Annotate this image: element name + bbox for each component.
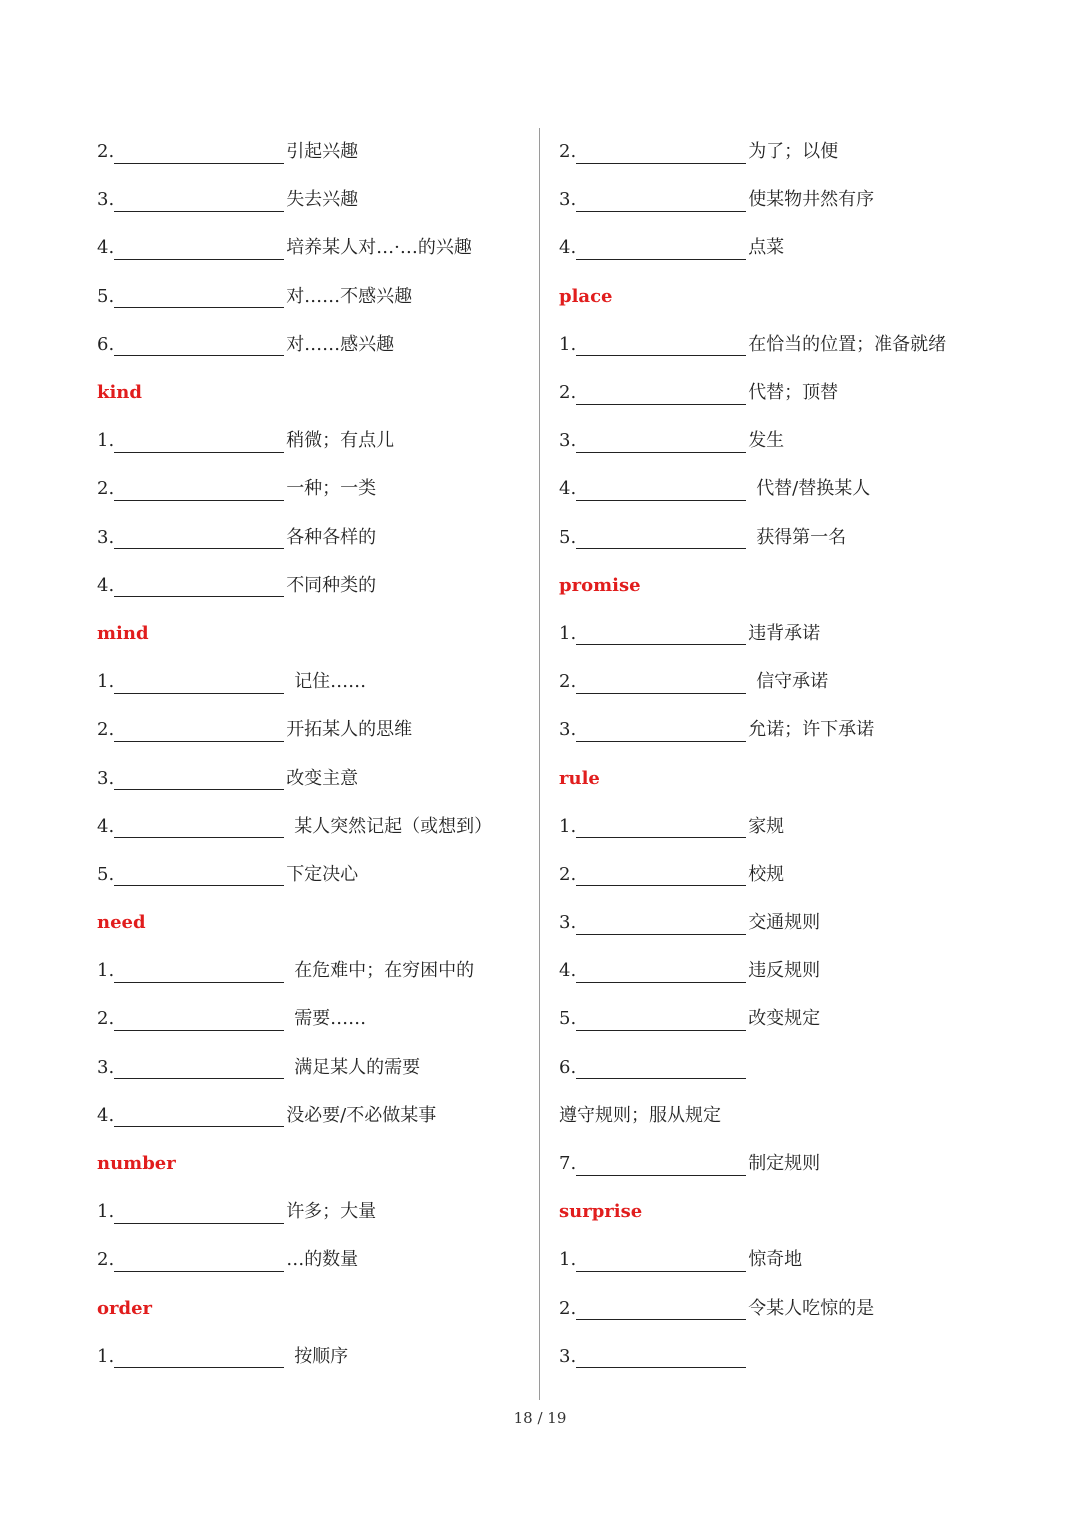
- item-number: 1.: [97, 1345, 115, 1367]
- exercise-item: [559, 1140, 999, 1188]
- exercise-item: [97, 754, 527, 802]
- item-meaning: 允诺；许下承诺: [748, 719, 875, 741]
- answer-blank[interactable]: [576, 530, 746, 549]
- answer-blank[interactable]: [114, 1253, 284, 1272]
- item-meaning: 培养某人对…·…的兴趣: [286, 237, 472, 259]
- item-meaning: 引起兴趣: [286, 141, 359, 163]
- item-number: 1.: [559, 815, 577, 837]
- exercise-item: [559, 947, 999, 995]
- item-number: 4.: [97, 237, 115, 259]
- exercise-item: [559, 1236, 999, 1284]
- section-heading-label: mind: [97, 622, 149, 644]
- item-number: 3.: [559, 719, 577, 741]
- exercise-item: [97, 1236, 527, 1284]
- item-meaning: 许多；大量: [286, 1201, 377, 1223]
- item-meaning: 开拓某人的思维: [286, 719, 413, 741]
- exercise-item: [97, 1333, 527, 1381]
- exercise-item: [97, 224, 527, 272]
- answer-blank[interactable]: [114, 289, 284, 308]
- section-heading: [559, 1188, 999, 1236]
- exercise-item: [97, 273, 527, 321]
- item-meaning: 不同种类的: [286, 574, 377, 596]
- item-meaning: 某人突然记起（或想到）: [294, 815, 493, 837]
- item-number: 5.: [559, 1008, 577, 1030]
- answer-blank[interactable]: [576, 482, 746, 501]
- text-line-label: 遵守规则；服从规定: [559, 1104, 721, 1126]
- item-meaning: 交通规则: [748, 912, 821, 934]
- item-meaning: 令某人吃惊的是: [748, 1297, 875, 1319]
- column-divider: [539, 128, 540, 1400]
- item-meaning: 对……感兴趣: [286, 333, 395, 355]
- section-heading-label: need: [97, 912, 146, 934]
- exercise-item: [97, 947, 527, 995]
- exercise-item: [559, 1285, 999, 1333]
- item-meaning: 为了；以便: [748, 141, 839, 163]
- item-number: 5.: [97, 863, 115, 885]
- item-meaning: 制定规则: [748, 1153, 821, 1175]
- exercise-item: [97, 514, 527, 562]
- section-heading: [559, 754, 999, 802]
- section-heading: [97, 1140, 527, 1188]
- item-number: 4.: [97, 1104, 115, 1126]
- item-meaning: 稍微；有点儿: [286, 430, 395, 452]
- item-number: 4.: [559, 960, 577, 982]
- item-meaning: 下定决心: [286, 863, 359, 885]
- text-line: [559, 1092, 999, 1140]
- item-number: 3.: [97, 189, 115, 211]
- item-number: 4.: [559, 237, 577, 259]
- item-meaning: 记住……: [294, 671, 367, 693]
- answer-blank[interactable]: [114, 337, 284, 356]
- item-meaning: 在恰当的位置；准备就绪: [748, 333, 947, 355]
- item-meaning: 满足某人的需要: [294, 1056, 421, 1078]
- page-number: 18 / 19: [513, 1409, 567, 1427]
- section-heading: [97, 610, 527, 658]
- exercise-item: [559, 851, 999, 899]
- item-meaning: 违背承诺: [748, 622, 821, 644]
- exercise-item: [559, 899, 999, 947]
- section-heading-label: place: [559, 285, 613, 307]
- item-number: 5.: [97, 285, 115, 307]
- section-heading-label: number: [97, 1153, 176, 1175]
- exercise-item: [559, 128, 999, 176]
- answer-blank[interactable]: [114, 675, 284, 694]
- item-number: 6.: [559, 1056, 577, 1078]
- exercise-item: [97, 321, 527, 369]
- item-meaning: 惊奇地: [748, 1249, 803, 1271]
- exercise-item: [559, 658, 999, 706]
- item-number: 2.: [97, 1249, 115, 1271]
- item-number: 1.: [559, 333, 577, 355]
- answer-blank[interactable]: [576, 1253, 746, 1272]
- section-heading-label: kind: [97, 382, 142, 404]
- exercise-item: [559, 514, 999, 562]
- answer-blank[interactable]: [576, 1349, 746, 1368]
- item-number: 2.: [97, 478, 115, 500]
- answer-blank[interactable]: [114, 1205, 284, 1224]
- exercise-item: [559, 1044, 999, 1092]
- answer-blank[interactable]: [114, 578, 284, 597]
- answer-blank[interactable]: [114, 1012, 284, 1031]
- item-number: 2.: [97, 141, 115, 163]
- answer-blank[interactable]: [114, 771, 284, 790]
- item-meaning: 一种；一类: [286, 478, 377, 500]
- answer-blank[interactable]: [114, 819, 284, 838]
- item-number: 2.: [559, 1297, 577, 1319]
- item-number: 3.: [559, 912, 577, 934]
- exercise-item: [97, 1092, 527, 1140]
- item-meaning: 失去兴趣: [286, 189, 359, 211]
- section-heading-label: rule: [559, 767, 600, 789]
- answer-blank[interactable]: [576, 386, 746, 405]
- answer-blank[interactable]: [576, 1157, 746, 1176]
- answer-blank[interactable]: [576, 1301, 746, 1320]
- exercise-item: [97, 562, 527, 610]
- item-number: 3.: [97, 526, 115, 548]
- section-heading-label: order: [97, 1297, 153, 1319]
- exercise-item: [97, 1188, 527, 1236]
- answer-blank[interactable]: [576, 867, 746, 886]
- item-meaning: 发生: [748, 430, 785, 452]
- answer-blank[interactable]: [576, 1012, 746, 1031]
- exercise-item: [97, 706, 527, 754]
- exercise-item: [559, 465, 999, 513]
- item-number: 2.: [559, 141, 577, 163]
- item-number: 4.: [559, 478, 577, 500]
- answer-blank[interactable]: [576, 1060, 746, 1079]
- answer-blank[interactable]: [114, 867, 284, 886]
- item-number: 7.: [559, 1153, 577, 1175]
- item-number: 1.: [97, 960, 115, 982]
- exercise-item: [559, 369, 999, 417]
- item-meaning: 按顺序: [294, 1345, 349, 1367]
- item-meaning: 没必要/不必做某事: [286, 1104, 437, 1126]
- answer-blank[interactable]: [114, 1108, 284, 1127]
- answer-blank[interactable]: [576, 626, 746, 645]
- answer-blank[interactable]: [576, 723, 746, 742]
- item-number: 2.: [97, 719, 115, 741]
- item-meaning: 代替/替换某人: [756, 478, 871, 500]
- item-meaning: 使某物井然有序: [748, 189, 875, 211]
- exercise-item: [97, 465, 527, 513]
- answer-blank[interactable]: [576, 916, 746, 935]
- answer-blank[interactable]: [576, 193, 746, 212]
- exercise-item: [97, 1044, 527, 1092]
- item-number: 1.: [559, 622, 577, 644]
- exercise-item: [559, 321, 999, 369]
- item-number: 2.: [559, 382, 577, 404]
- item-number: 2.: [559, 671, 577, 693]
- exercise-item: [559, 176, 999, 224]
- item-number: 2.: [559, 863, 577, 885]
- item-meaning: 信守承诺: [756, 671, 829, 693]
- answer-blank[interactable]: [576, 337, 746, 356]
- item-meaning: 需要……: [294, 1008, 367, 1030]
- answer-blank[interactable]: [576, 819, 746, 838]
- item-number: 4.: [97, 815, 115, 837]
- section-heading: [97, 369, 527, 417]
- exercise-item: [559, 803, 999, 851]
- item-meaning: 校规: [748, 863, 785, 885]
- item-number: 3.: [97, 1056, 115, 1078]
- answer-blank[interactable]: [114, 964, 284, 983]
- exercise-item: [97, 803, 527, 851]
- answer-blank[interactable]: [576, 434, 746, 453]
- exercise-item: [97, 128, 527, 176]
- item-meaning: 代替；顶替: [748, 382, 839, 404]
- answer-blank[interactable]: [114, 530, 284, 549]
- item-number: 1.: [559, 1249, 577, 1271]
- answer-blank[interactable]: [114, 241, 284, 260]
- item-number: 3.: [559, 1345, 577, 1367]
- item-number: 1.: [97, 430, 115, 452]
- section-heading-label: surprise: [559, 1201, 643, 1223]
- item-meaning: 改变规定: [748, 1008, 821, 1030]
- left-column: [97, 128, 527, 1381]
- section-heading-label: promise: [559, 574, 641, 596]
- answer-blank[interactable]: [576, 675, 746, 694]
- item-number: 1.: [97, 671, 115, 693]
- right-column: [559, 128, 999, 1381]
- item-number: 3.: [97, 767, 115, 789]
- exercise-item: [559, 706, 999, 754]
- exercise-item: [97, 851, 527, 899]
- item-meaning: 各种各样的: [286, 526, 377, 548]
- item-meaning: 违反规则: [748, 960, 821, 982]
- exercise-item: [97, 995, 527, 1043]
- answer-blank[interactable]: [114, 145, 284, 164]
- item-meaning: …的数量: [286, 1249, 359, 1271]
- answer-blank[interactable]: [114, 723, 284, 742]
- item-number: 3.: [559, 189, 577, 211]
- item-number: 2.: [97, 1008, 115, 1030]
- item-meaning: 对……不感兴趣: [286, 285, 413, 307]
- section-heading: [97, 899, 527, 947]
- exercise-item: [559, 610, 999, 658]
- item-number: 3.: [559, 430, 577, 452]
- section-heading: [559, 562, 999, 610]
- item-number: 5.: [559, 526, 577, 548]
- exercise-item: [559, 417, 999, 465]
- exercise-item: [559, 1333, 999, 1381]
- answer-blank[interactable]: [576, 964, 746, 983]
- exercise-item: [97, 658, 527, 706]
- answer-blank[interactable]: [114, 482, 284, 501]
- exercise-item: [97, 417, 527, 465]
- answer-blank[interactable]: [114, 1349, 284, 1368]
- answer-blank[interactable]: [114, 434, 284, 453]
- item-number: 6.: [97, 333, 115, 355]
- answer-blank[interactable]: [114, 193, 284, 212]
- item-number: 1.: [97, 1201, 115, 1223]
- exercise-item: [97, 176, 527, 224]
- answer-blank[interactable]: [576, 145, 746, 164]
- item-meaning: 改变主意: [286, 767, 359, 789]
- section-heading: [97, 1285, 527, 1333]
- item-number: 4.: [97, 574, 115, 596]
- item-meaning: 获得第一名: [756, 526, 847, 548]
- item-meaning: 点菜: [748, 237, 785, 259]
- item-meaning: 在危难中；在穷困中的: [294, 960, 475, 982]
- section-heading: [559, 273, 999, 321]
- exercise-item: [559, 224, 999, 272]
- answer-blank[interactable]: [576, 241, 746, 260]
- answer-blank[interactable]: [114, 1060, 284, 1079]
- exercise-item: [559, 995, 999, 1043]
- item-meaning: 家规: [748, 815, 785, 837]
